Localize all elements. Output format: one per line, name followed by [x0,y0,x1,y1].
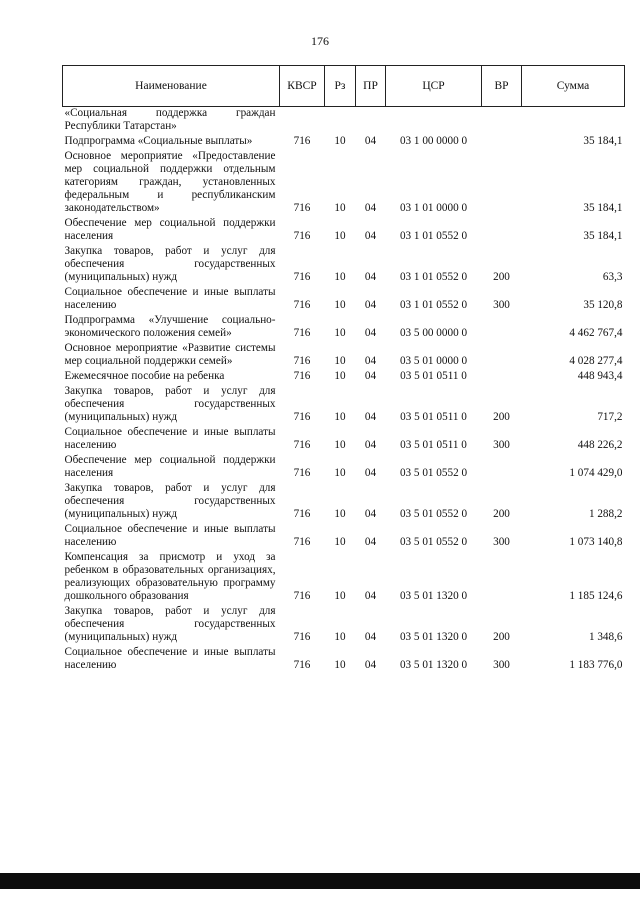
cell-pr: 04 [364,299,377,311]
cell-vr: 300 [493,659,510,671]
table-row [63,342,625,370]
cell-pr: 04 [364,536,377,548]
cell-name: Компенсация за присмотр и уход за ребенком в образовательных организациях, реализующих образовательную программу дошкольного образования [64,551,276,602]
cell-rz: 10 [334,631,346,643]
header-pr: ПР [356,66,386,107]
cell-vr [482,454,522,482]
cell-vr: 300 [493,299,510,311]
budget-table [62,65,625,674]
table-row [63,245,625,286]
cell-name: Обеспечение мер социальной поддержки населения [64,217,276,242]
cell-pr: 04 [364,411,377,423]
table-row [63,523,625,551]
cell-sum: 717,2 [597,411,623,423]
table-row [63,426,625,454]
cell-name: Подпрограмма «Улучшение социально-экономического положения семей» [64,314,276,339]
cell-sum: 1 288,2 [588,508,623,520]
cell-sum: 35 184,1 [583,230,623,242]
cell-rz [325,107,356,136]
cell-kvsr: 716 [293,536,311,548]
cell-rz: 10 [334,659,346,671]
cell-rz: 10 [334,411,346,423]
cell-kvsr: 716 [293,439,311,451]
cell-rz: 10 [334,230,346,242]
cell-name: Ежемесячное пособие на ребенка [64,370,225,382]
cell-pr: 04 [364,230,377,242]
cell-pr: 04 [364,508,377,520]
cell-sum: 1 183 776,0 [569,659,623,671]
table-row [63,150,625,217]
cell-pr: 04 [364,355,377,367]
cell-rz: 10 [334,355,346,367]
cell-rz: 10 [334,135,346,147]
cell-name: Закупка товаров, работ и услуг для обеспечения государственных (муниципальных) нужд [64,245,276,283]
cell-kvsr: 716 [293,631,311,643]
cell-csr: 03 5 01 1320 0 [399,590,468,602]
cell-kvsr: 716 [293,299,311,311]
cell-csr: 03 1 00 0000 0 [399,135,468,147]
cell-vr: 200 [493,631,510,643]
cell-name: Подпрограмма «Социальные выплаты» [64,135,253,147]
cell-rz: 10 [334,370,346,382]
table-row [63,605,625,646]
cell-kvsr: 716 [293,271,311,283]
cell-name: Социальное обеспечение и иные выплаты населению [64,286,276,311]
cell-pr: 04 [364,439,377,451]
cell-kvsr: 716 [293,327,311,339]
cell-name: Закупка товаров, работ и услуг для обеспечения государственных (муниципальных) нужд [64,605,276,643]
cell-csr: 03 5 01 0552 0 [399,536,468,548]
cell-csr: 03 5 01 0511 0 [400,411,467,423]
cell-sum: 1 074 429,0 [569,467,623,479]
header-kvsr: КВСР [280,66,325,107]
cell-pr: 04 [364,467,377,479]
cell-pr: 04 [364,202,377,214]
cell-name: Социальное обеспечение и иные выплаты населению [64,646,276,671]
table-row [63,551,625,605]
cell-pr: 04 [364,271,377,283]
cell-rz: 10 [334,508,346,520]
cell-sum: 35 184,1 [583,202,623,214]
header-name: Наименование [63,66,280,107]
cell-csr: 03 1 01 0552 0 [399,230,468,242]
cell-vr: 300 [493,439,510,451]
cell-kvsr: 716 [293,230,311,242]
cell-vr: 200 [493,508,510,520]
cell-pr: 04 [364,659,377,671]
cell-rz: 10 [334,271,346,283]
cell-vr [482,314,522,342]
cell-csr: 03 1 01 0552 0 [399,299,468,311]
header-rz: Рз [325,66,356,107]
cell-sum: 63,3 [602,271,623,283]
table-row [63,135,625,150]
cell-csr: 03 5 01 0000 0 [399,355,468,367]
cell-rz: 10 [334,439,346,451]
cell-kvsr: 716 [293,411,311,423]
table-row [63,482,625,523]
cell-rz: 10 [334,590,346,602]
cell-csr: 03 5 00 0000 0 [399,327,468,339]
table-body [63,107,625,675]
cell-pr: 04 [364,370,377,382]
table-row [63,314,625,342]
cell-sum: 448 226,2 [577,439,623,451]
table-row [63,217,625,245]
page-number: 176 [311,34,329,48]
cell-vr: 200 [493,411,510,423]
cell-kvsr: 716 [293,355,311,367]
table-row [63,107,625,136]
cell-pr: 04 [364,631,377,643]
cell-sum: 35 184,1 [583,135,623,147]
cell-kvsr: 716 [293,590,311,602]
cell-name: Обеспечение мер социальной поддержки населения [64,454,276,479]
cell-name: Социальное обеспечение и иные выплаты населению [64,426,276,451]
cell-vr: 300 [493,536,510,548]
cell-vr [482,551,522,605]
cell-name: Основное мероприятие «Развитие системы мер социальной поддержки семей» [64,342,276,367]
table-row [63,370,625,385]
cell-name: «Социальная поддержка граждан Республики Татарстан» [64,107,276,132]
cell-sum: 35 120,8 [583,299,623,311]
cell-kvsr: 716 [293,508,311,520]
cell-kvsr: 716 [293,370,311,382]
cell-csr: 03 5 01 0552 0 [399,467,468,479]
cell-vr [482,342,522,370]
cell-vr [482,217,522,245]
cell-pr [356,107,386,136]
cell-kvsr: 716 [293,135,311,147]
cell-sum [522,107,625,136]
cell-name: Закупка товаров, работ и услуг для обеспечения государственных (муниципальных) нужд [64,482,276,520]
cell-kvsr: 716 [293,202,311,214]
cell-rz: 10 [334,202,346,214]
cell-csr: 03 5 01 1320 0 [399,631,468,643]
header-csr: ЦСР [386,66,482,107]
cell-name: Основное мероприятие «Предоставление мер социальной поддержки отдельным категориям граждан, установленных федеральным и республиканским законодательством» [64,150,276,214]
cell-rz: 10 [334,536,346,548]
cell-rz: 10 [334,467,346,479]
cell-sum: 448 943,4 [577,370,623,382]
cell-vr [482,150,522,217]
cell-kvsr: 716 [293,659,311,671]
cell-vr [482,107,522,136]
cell-kvsr: 716 [293,467,311,479]
cell-pr: 04 [364,135,377,147]
table-row [63,385,625,426]
cell-csr [386,107,482,136]
cell-csr: 03 1 01 0552 0 [399,271,468,283]
cell-name: Закупка товаров, работ и услуг для обеспечения государственных (муниципальных) нужд [64,385,276,423]
cell-csr: 03 1 01 0000 0 [399,202,468,214]
cell-rz: 10 [334,327,346,339]
cell-vr [482,135,522,150]
cell-vr: 200 [493,271,510,283]
cell-kvsr [280,107,325,136]
header-sum: Сумма [522,66,625,107]
cell-sum: 1 073 140,8 [569,536,623,548]
scan-edge-bar [0,873,640,889]
cell-pr: 04 [364,590,377,602]
cell-vr [482,370,522,385]
table-row [63,454,625,482]
cell-csr: 03 5 01 1320 0 [399,659,468,671]
cell-sum: 1 185 124,6 [569,590,623,602]
header-vr: ВР [482,66,522,107]
cell-pr: 04 [364,327,377,339]
cell-sum: 4 462 767,4 [569,327,623,339]
table-header-row [63,66,625,107]
table-row [63,286,625,314]
cell-csr: 03 5 01 0511 0 [400,439,467,451]
cell-name: Социальное обеспечение и иные выплаты населению [64,523,276,548]
cell-sum: 1 348,6 [588,631,623,643]
cell-csr: 03 5 01 0511 0 [400,370,467,382]
table-row [63,646,625,674]
cell-csr: 03 5 01 0552 0 [399,508,468,520]
cell-rz: 10 [334,299,346,311]
cell-sum: 4 028 277,4 [569,355,623,367]
